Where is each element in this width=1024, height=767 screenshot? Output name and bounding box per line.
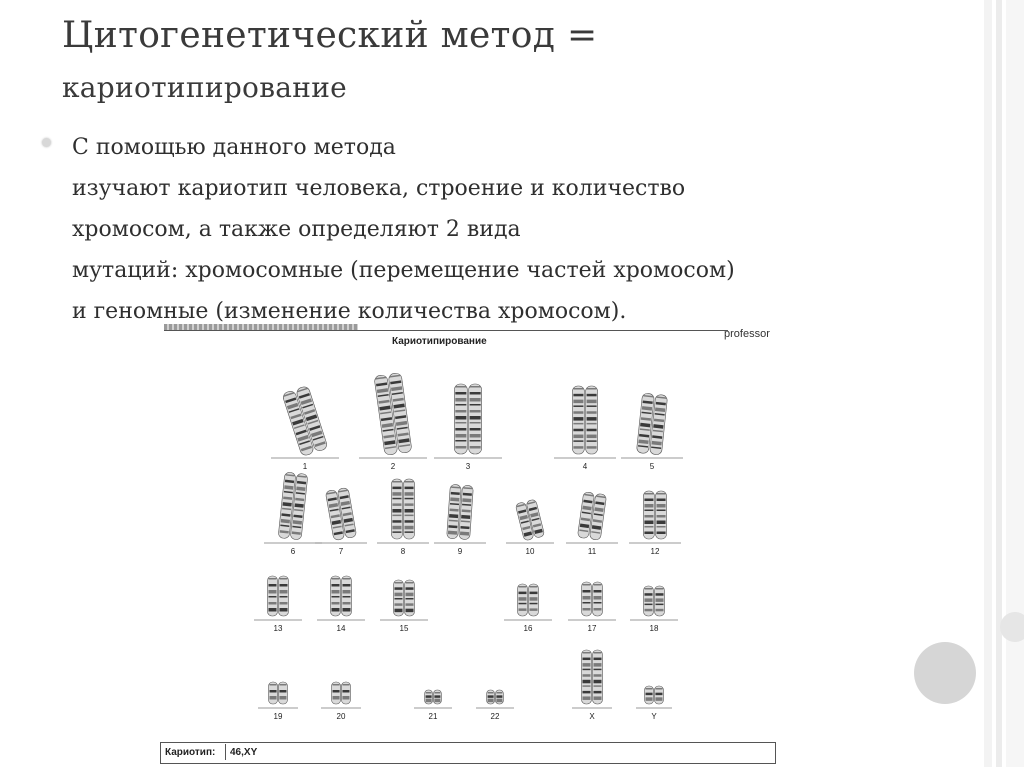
chromosome-pair xyxy=(476,690,514,708)
title-line-2: кариотипирование xyxy=(62,71,348,104)
chromosome-pair xyxy=(566,492,618,543)
pair-label: 7 xyxy=(338,547,344,556)
chromosome-pair xyxy=(414,690,452,708)
pair-label: 1 xyxy=(302,462,308,471)
chromosome-pair xyxy=(377,479,429,543)
pair-label: 11 xyxy=(587,547,597,556)
decorative-band xyxy=(1006,0,1024,767)
chromosome-pair xyxy=(380,580,428,620)
body-line: хромосом, а также определяют 2 вида xyxy=(72,217,521,242)
body-line: С помощью данного метода xyxy=(72,135,396,160)
chromosome-pair xyxy=(315,487,367,543)
chromosome-pair xyxy=(504,584,552,620)
pair-label: 17 xyxy=(587,624,597,633)
pair-label: X xyxy=(589,712,595,721)
decorative-band xyxy=(984,0,992,767)
karyotype-value: 46,XY xyxy=(230,747,258,758)
chromosome-pair xyxy=(271,385,339,458)
pair-label: 8 xyxy=(400,547,406,556)
karyotype-figure xyxy=(160,322,784,767)
chromosome-pair xyxy=(434,484,486,543)
pair-label: 10 xyxy=(525,547,535,556)
slide-body xyxy=(72,127,932,332)
pair-label: 15 xyxy=(399,624,409,633)
chromosome-pair xyxy=(506,499,554,543)
pair-label: 3 xyxy=(465,462,471,471)
body-line: изучают кариотип человека, строение и количество xyxy=(72,176,686,201)
pair-label: 13 xyxy=(273,624,283,633)
pair-label: 14 xyxy=(336,624,346,633)
karyotype-value-box xyxy=(225,744,772,760)
body-line: мутаций: хромосомные (перемещение частей хромосом) xyxy=(72,258,735,283)
figure-brand: professor xyxy=(724,328,770,340)
figure-title: Кариотипирование xyxy=(392,336,487,347)
chromosome-pair xyxy=(321,682,361,708)
pair-label: 4 xyxy=(582,462,588,471)
slide-title xyxy=(62,8,942,116)
pair-label: 19 xyxy=(273,712,283,721)
decorative-circle-icon xyxy=(1000,612,1024,642)
karyotype-label: Кариотип: xyxy=(165,747,216,758)
bullet-circle-icon xyxy=(42,138,51,147)
karyotype-result-bar xyxy=(160,742,776,764)
pair-label: 5 xyxy=(649,462,655,471)
chromosome-image xyxy=(160,322,784,742)
body-line: и геномные (изменение количества хромосом). xyxy=(72,299,627,324)
chromosome-pair xyxy=(254,576,302,620)
chromosome-pair xyxy=(629,491,681,543)
pair-label: Y xyxy=(651,712,657,721)
pair-label: 21 xyxy=(428,712,438,721)
chromosome-pair xyxy=(630,586,678,620)
pair-label: 9 xyxy=(457,547,463,556)
chromosome-pair xyxy=(554,386,616,458)
pair-label: 20 xyxy=(336,712,346,721)
pair-label: 18 xyxy=(649,624,659,633)
chromosome-pair xyxy=(572,650,612,708)
chromosome-pair xyxy=(359,372,427,458)
chromosome-pair xyxy=(568,582,616,620)
pair-label: 6 xyxy=(290,547,296,556)
title-line-1: Цитогенетический метод = xyxy=(62,15,598,56)
chromosome-pair xyxy=(264,472,322,543)
chromosome-pair xyxy=(621,393,683,458)
pair-label: 22 xyxy=(490,712,500,721)
decorative-band xyxy=(996,0,1002,767)
decorative-circle-icon xyxy=(914,642,976,704)
pair-label: 16 xyxy=(523,624,533,633)
chromosome-pair xyxy=(434,384,502,458)
chromosome-pair xyxy=(636,686,672,708)
chromosome-pair xyxy=(317,576,365,620)
pair-label: 2 xyxy=(390,462,396,471)
chromosome-pair xyxy=(258,682,298,708)
pair-label: 12 xyxy=(650,547,660,556)
